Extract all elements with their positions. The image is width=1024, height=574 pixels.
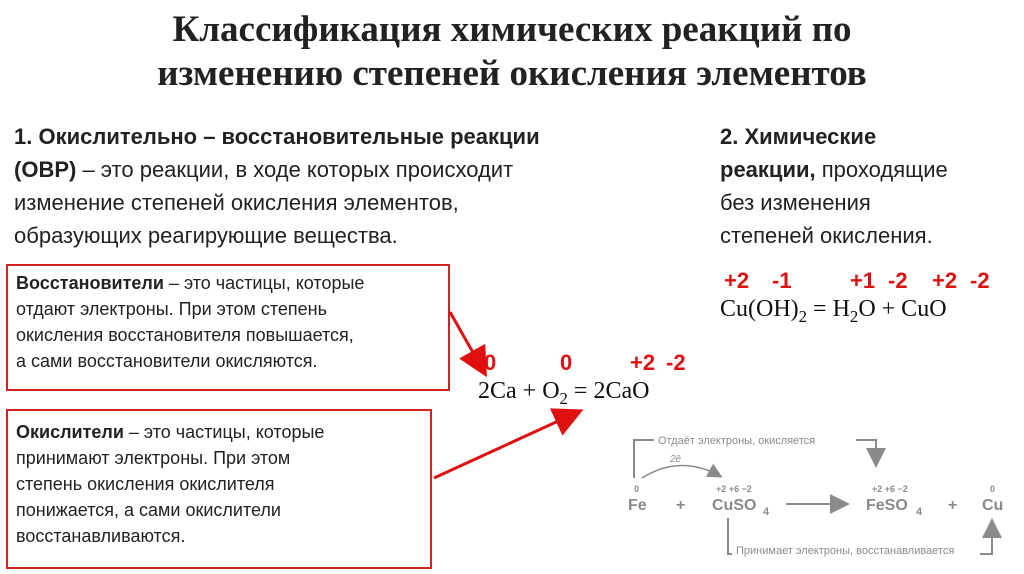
plus-2: + <box>948 497 958 514</box>
eq-cuoh-part: Cu(OH) <box>720 296 799 322</box>
cuso4-sub: 4 <box>763 506 770 518</box>
ox-cu: +2 <box>724 268 750 293</box>
eq-ca-right: = 2CaO <box>567 378 650 404</box>
reducers-line-1: – это частицы, которые <box>163 273 365 293</box>
feso4-ox: +2 +6 −2 <box>872 484 908 494</box>
section-nonredox-heading-2: реакции, <box>720 157 816 182</box>
ox-cu2: +2 <box>932 268 958 293</box>
section-redox-abbr: (ОВР) <box>14 157 77 182</box>
section-nonredox-heading-1: 2. Химические <box>720 124 877 149</box>
electrons-label: 2ē <box>670 454 682 465</box>
oxidizers-line-1: – это частицы, которые <box>123 422 325 442</box>
feso4-sub: 4 <box>916 506 923 518</box>
cuso4-ox: +2 +6 −2 <box>716 484 752 494</box>
reducers-line-2: отдают электроны. При этом степень <box>16 299 328 319</box>
cuso4-formula: CuSO <box>712 497 757 514</box>
section-redox-text-3: образующих реагирующие вещества. <box>14 223 398 248</box>
eq-cuoh-sub: 2 <box>798 306 808 326</box>
reducers-line-3: окисления восстановителя повышается, <box>16 325 354 345</box>
eq-cuoh-rest: O + CuO <box>858 296 947 322</box>
ox-ca-product: +2 <box>630 350 656 375</box>
oxidizers-line-5: восстанавливаются. <box>16 526 186 546</box>
oxidizers-line-2: принимают электроны. При этом <box>16 448 291 468</box>
section-redox-text-1: – это реакции, в ходе которых происходит <box>76 157 514 182</box>
ox-o: -2 <box>888 268 908 293</box>
section-nonredox-text-1: проходящие <box>815 157 948 182</box>
ox-h: +1 <box>850 268 876 293</box>
fe-ox: 0 <box>634 484 640 494</box>
equation-ca <box>478 378 649 409</box>
feso4-formula: FeSO <box>866 497 908 514</box>
fe-formula: Fe <box>628 497 647 514</box>
ox-ca: 0 <box>484 350 497 375</box>
oxidizers-line-3: степень окисления окислителя <box>16 474 275 494</box>
oxidizers-term: Окислители <box>16 422 124 442</box>
oxidizers-line-4: понижается, а сами окислители <box>16 500 281 520</box>
cu-ox: 0 <box>990 484 996 494</box>
oxidizer-arrow <box>434 412 578 478</box>
title-line-2: изменению степеней окисления элементов <box>157 53 867 94</box>
ox-oh: -1 <box>772 268 792 293</box>
section-redox-text-2: изменение степеней окисления элементов, <box>14 190 459 215</box>
reducers-term: Восстановители <box>16 273 164 293</box>
title-line-1: Классификация химических реакций по <box>172 9 852 50</box>
electron-transfer-scheme <box>620 418 1020 566</box>
top-bracket-right <box>856 440 876 464</box>
reducer-arrow <box>450 312 484 372</box>
plus-1: + <box>676 497 686 514</box>
eq-cuoh-h: = H <box>807 296 850 322</box>
eq-ca-sub: 2 <box>559 388 568 408</box>
scheme-top-label: Отдаёт электроны, окисляется <box>658 435 816 447</box>
ox-o-product: -2 <box>666 350 686 375</box>
eq-ca-left: 2Ca + O <box>478 378 560 404</box>
scheme-bottom-label: Принимает электроны, восстанавливается <box>736 545 955 557</box>
reducers-line-4: а сами восстановители окисляются. <box>16 351 318 371</box>
ox-o2: -2 <box>970 268 990 293</box>
eq-cuoh-sub-2: 2 <box>849 306 859 326</box>
section-nonredox-text-2: без изменения <box>720 190 871 215</box>
cu-formula: Cu <box>982 497 1004 514</box>
section-nonredox-text-3: степеней окисления. <box>720 223 933 248</box>
ox-o2-reactant: 0 <box>560 350 573 375</box>
section-redox-heading: 1. Окислительно – восстановительные реакции <box>14 124 540 149</box>
electron-arrow <box>642 465 720 478</box>
